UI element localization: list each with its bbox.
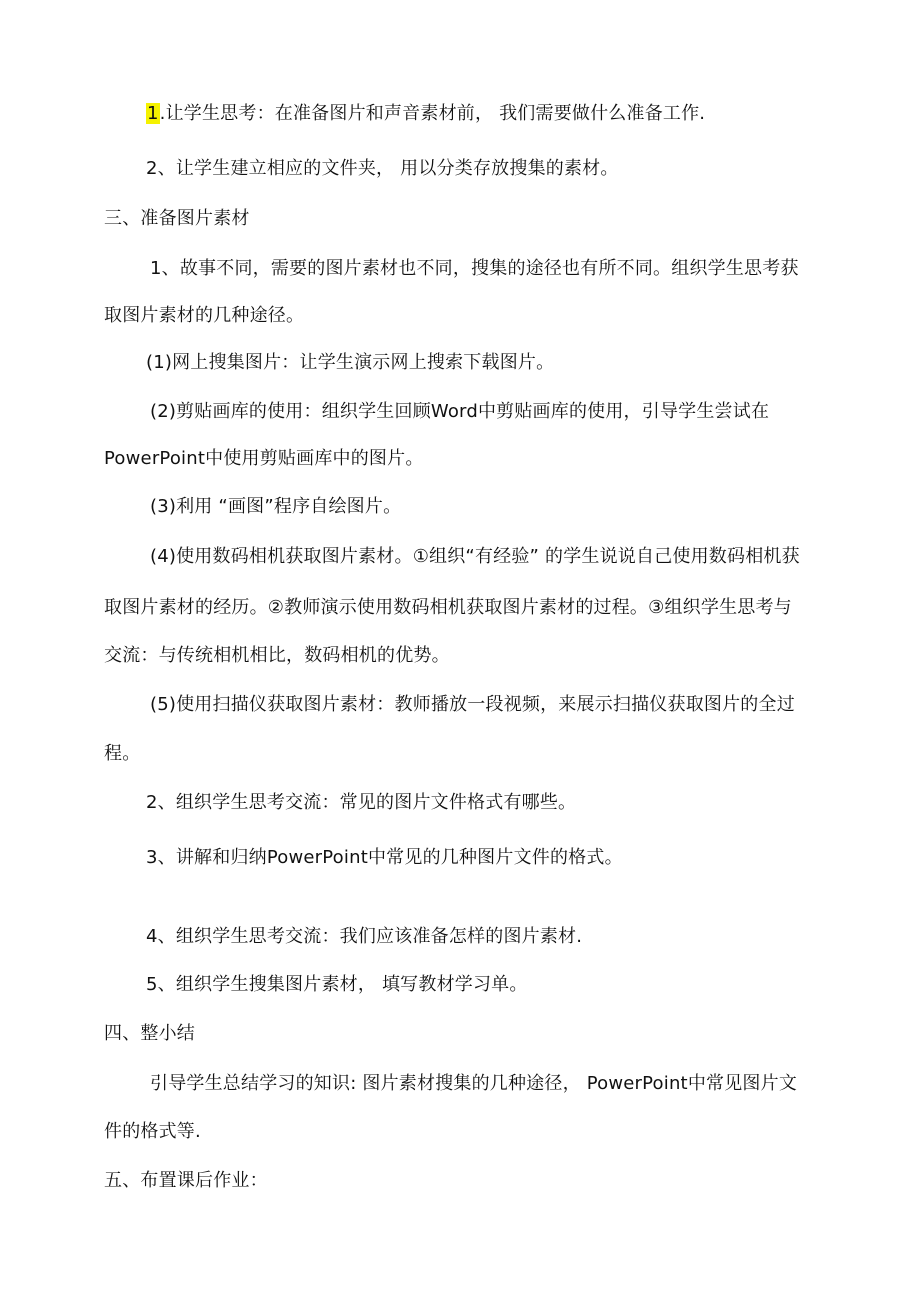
paragraph-line: 交流：与传统相机相比，数码相机的优势。 xyxy=(104,645,450,666)
section-heading: 三、准备图片素材 xyxy=(104,208,250,229)
paragraph-line: (1)网上搜集图片：让学生演示网上搜索下载图片。 xyxy=(146,352,555,373)
paragraph-line: 2、让学生建立相应的文件夹， 用以分类存放搜集的素材。 xyxy=(146,158,619,179)
paragraph-line: (3)利用 “画图”程序自绘图片。 xyxy=(150,496,402,517)
paragraph-line: 3、讲解和归纳PowerPoint中常见的几种图片文件的格式。 xyxy=(146,847,623,868)
section-heading: 五、布置课后作业： xyxy=(104,1170,268,1191)
paragraph-line: 2、组织学生思考交流：常见的图片文件格式有哪些。 xyxy=(146,792,577,813)
paragraph-line: 程。 xyxy=(104,743,141,764)
paragraph-line: 取图片素材的经历。②教师演示使用数码相机获取图片素材的过程。③组织学生思考与 xyxy=(104,597,792,618)
section-heading: 四、整小结 xyxy=(104,1023,195,1044)
paragraph-line: (2)剪贴画库的使用：组织学生回顾Word中剪贴画库的使用，引导学生尝试在 xyxy=(150,401,770,422)
paragraph-line: (5)使用扫描仪获取图片素材：教师播放一段视频，来展示扫描仪获取图片的全过 xyxy=(150,694,795,715)
paragraph-line: 取图片素材的几种途径。 xyxy=(104,305,305,326)
paragraph-line: PowerPoint中使用剪贴画库中的图片。 xyxy=(104,448,424,469)
paragraph-line: 件的格式等. xyxy=(104,1121,201,1142)
highlighted-number: 1 xyxy=(147,103,159,124)
paragraph-line: 4、组织学生思考交流：我们应该准备怎样的图片素材. xyxy=(146,926,583,947)
paragraph-line: 1.让学生思考：在准备图片和声音素材前， 我们需要做什么准备工作. xyxy=(147,103,706,124)
paragraph-line: (4)使用数码相机获取图片素材。①组织“有经验” 的学生说说自己使用数码相机获 xyxy=(150,546,800,567)
paragraph-line: 引导学生总结学习的知识: 图片素材搜集的几种途径， PowerPoint中常见图片文 xyxy=(150,1073,798,1094)
paragraph-line: 5、组织学生搜集图片素材， 填写教材学习单。 xyxy=(146,974,528,995)
paragraph-line: 1、故事不同，需要的图片素材也不同，搜集的途径也有所不同。组织学生思考获 xyxy=(150,258,799,279)
